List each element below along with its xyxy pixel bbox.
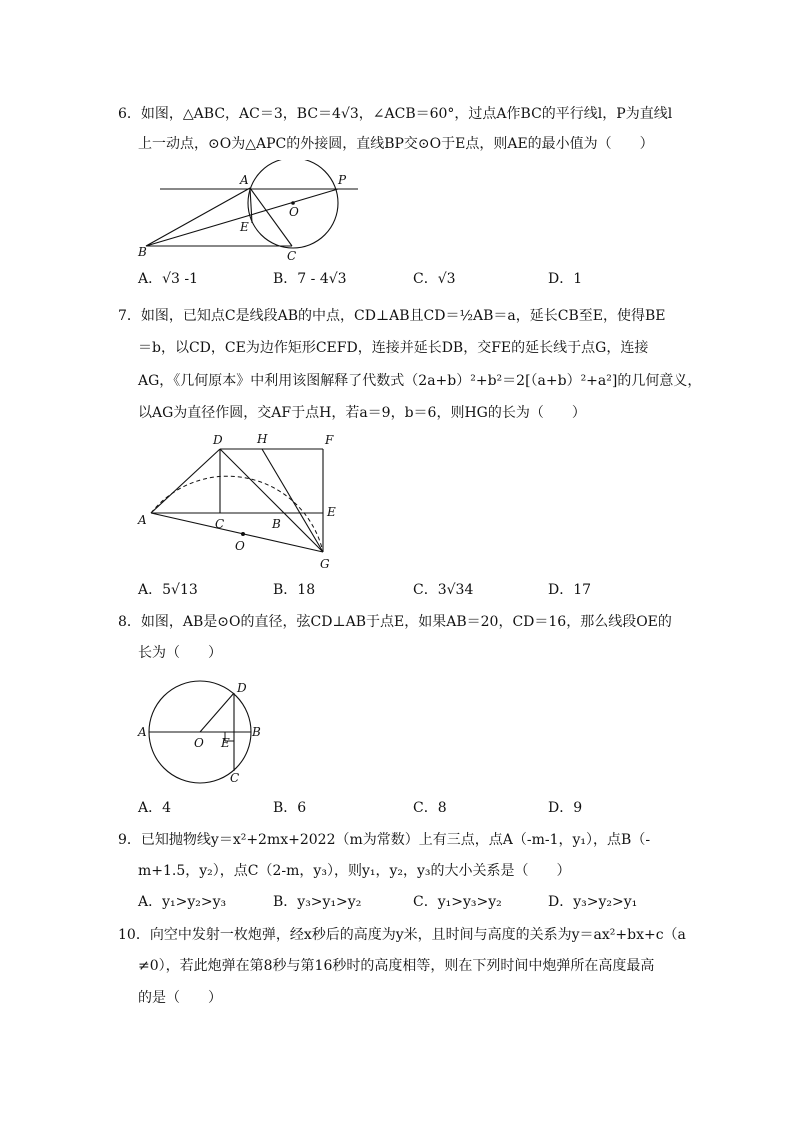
q7-line-3: AG，《几何原本》中利用该图解释了代数式（2a+b）²+b²＝2[（a+b）²+a²]的几何意义， (138, 373, 702, 389)
q9-line-1: 9．已知抛物线y＝x²+2mx+2022（m为常数）上有三点，点A（-m-1，y₁），点B（- (118, 832, 651, 848)
q7-label-G: G (320, 557, 330, 571)
q6-label-E: E (240, 220, 249, 234)
q6-line-2: 上一动点，⊙O为△APC的外接圆，直线BP交⊙O于E点，则AE的最小值为（ ） (138, 136, 654, 152)
q6-choice-a[interactable]: A．√3 -1 (138, 271, 199, 287)
q7-choice-b[interactable]: B．18 (273, 582, 316, 598)
q6-label-A: A (240, 173, 249, 187)
q7-choice-a[interactable]: A．5√13 (138, 582, 198, 598)
q9-choice-d[interactable]: D．y₃>y₂>y₁ (548, 894, 638, 910)
q7-choice-c[interactable]: C．3√34 (413, 582, 474, 598)
q10-line-1: 10．向空中发射一枚炮弹，经x秒后的高度为y米，且时间与高度的关系为y＝ax²+bx+c（a (118, 927, 686, 943)
q6-label-B: B (138, 245, 147, 259)
q6-label-O: O (289, 205, 299, 219)
q7-label-C: C (215, 517, 225, 531)
q7-label-E: E (327, 505, 336, 519)
q8-label-C: C (230, 771, 240, 785)
q7-label-D: D (213, 433, 223, 447)
q8-choice-b[interactable]: B．6 (273, 800, 307, 816)
q7-line-1: 7．如图，已知点C是线段AB的中点，CD⊥AB且CD＝½AB＝a，延长CB至E，使得BE (118, 308, 666, 324)
q7-line-2: ＝b，以CD，CE为边作矩形CEFD，连接并延长DB，交FE的延长线于点G，连接 (138, 340, 649, 356)
q9-choice-c[interactable]: C．y₁>y₃>y₂ (413, 894, 502, 910)
q6-line-1: 6．如图，△ABC，AC＝3，BC＝4√3，∠ACB＝60°，过点A作BC的平行线l，P为直线l (118, 106, 673, 122)
q6-label-P: P (338, 173, 347, 187)
q8-label-A: A (138, 725, 147, 739)
q8-label-O: O (194, 736, 204, 750)
q10-line-3: 的是（ ） (138, 990, 222, 1006)
q7-label-F: F (325, 433, 334, 447)
q6-choice-d[interactable]: D．1 (548, 271, 583, 287)
q8-label-B: B (252, 725, 261, 739)
q8-figure (135, 676, 270, 788)
q7-label-O: O (235, 539, 245, 553)
q7-label-B: B (272, 517, 281, 531)
q9-choice-b[interactable]: B．y₃>y₁>y₂ (273, 894, 362, 910)
q8-label-D: D (237, 681, 247, 695)
q8-choice-c[interactable]: C．8 (413, 800, 447, 816)
q9-line-2: m+1.5，y₂），点C（2-m，y₃），则y₁，y₂，y₃的大小关系是（ ） (138, 863, 571, 879)
q9-choice-a[interactable]: A．y₁>y₂>y₃ (138, 894, 227, 910)
q10-line-2: ≠0），若此炮弹在第8秒与第16秒时的高度相等，则在下列时间中炮弹所在高度最高 (138, 958, 655, 974)
q7-figure (135, 428, 350, 574)
q8-choice-a[interactable]: A．4 (138, 800, 172, 816)
q7-choice-d[interactable]: D．17 (548, 582, 592, 598)
q8-label-E: E (221, 736, 230, 750)
q7-label-H: H (257, 432, 268, 446)
q6-figure (130, 160, 370, 266)
q6-label-C: C (287, 249, 297, 263)
q8-choice-d[interactable]: D．9 (548, 800, 583, 816)
q8-line-1: 8．如图，AB是⊙O的直径，弦CD⊥AB于点E，如果AB＝20，CD＝16，那么线段OE的 (118, 614, 672, 630)
q7-label-A: A (138, 513, 147, 527)
q7-line-4: 以AG为直径作圆，交AF于点H，若a＝9，b＝6，则HG的长为（ ） (138, 405, 586, 421)
q6-choice-c[interactable]: C．√3 (413, 271, 456, 287)
q8-line-2: 长为（ ） (138, 645, 222, 661)
q6-choice-b[interactable]: B．7 - 4√3 (273, 271, 347, 287)
